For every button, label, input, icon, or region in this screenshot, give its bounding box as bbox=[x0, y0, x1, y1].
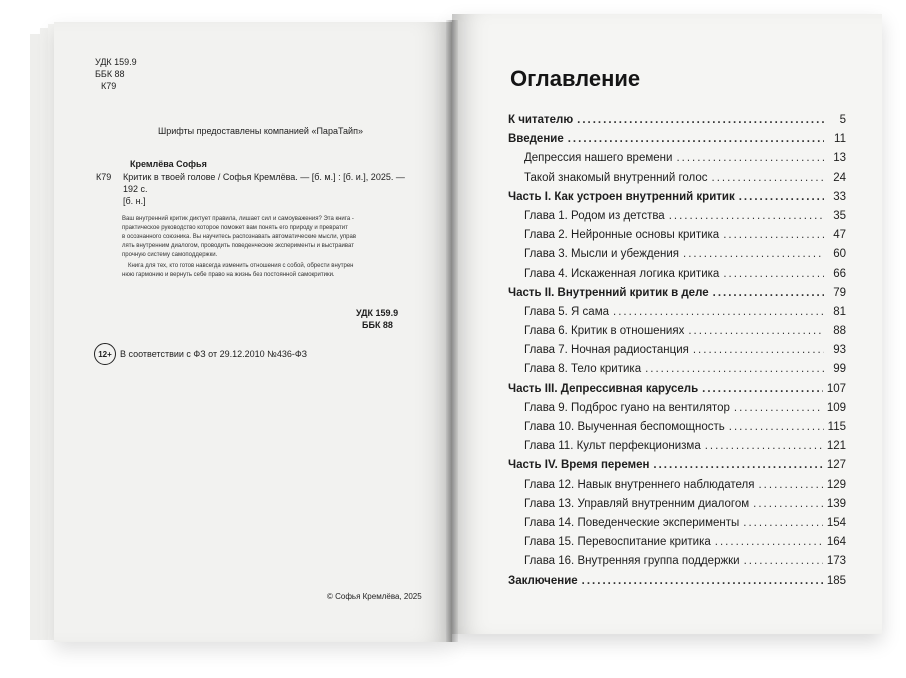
toc-entry-label: Глава 12. Навык внутреннего наблюдателя bbox=[524, 478, 755, 491]
age-law-note: В соответствии с ФЗ от 29.12.2010 №436-ФЗ bbox=[120, 349, 308, 359]
toc-entry bbox=[508, 284, 846, 303]
toc-entry bbox=[508, 188, 846, 207]
abstract-line: Ваш внутренний критик диктует правила, лишает сил и самоуважения? Эта книга - bbox=[122, 216, 354, 222]
toc-entry-page: 60 bbox=[833, 248, 846, 261]
bbk-label: ББК 88 bbox=[95, 69, 125, 79]
toc-entry-page: 66 bbox=[833, 267, 846, 280]
toc-leader bbox=[702, 380, 823, 399]
toc-entry-label: Глава 6. Критик в отношениях bbox=[524, 325, 685, 338]
toc-entry bbox=[508, 572, 846, 591]
toc-leader bbox=[723, 226, 824, 245]
toc-entry-label: Глава 8. Тело критика bbox=[524, 363, 642, 376]
toc-entry-page: 127 bbox=[826, 459, 846, 472]
toc-entry-page: 79 bbox=[833, 286, 846, 299]
toc-entry-page: 99 bbox=[833, 363, 846, 376]
toc-entry-page: 35 bbox=[833, 209, 846, 222]
toc-entry bbox=[508, 456, 846, 475]
toc-leader bbox=[712, 169, 824, 188]
toc-entry-page: 13 bbox=[833, 152, 846, 165]
toc-entry-page: 88 bbox=[833, 325, 846, 338]
toc-entry-page: 115 bbox=[827, 421, 846, 433]
toc-entry-page: 109 bbox=[826, 401, 846, 414]
toc-entry-label: К читателю bbox=[508, 114, 574, 126]
toc-entry bbox=[508, 149, 846, 168]
toc-leader bbox=[653, 456, 822, 475]
abstract-line: лять внутренним диалогом, проводить поведенческие эксперименты и выстраиват bbox=[122, 243, 354, 249]
toc-entry-label: Глава 11. Культ перфекционизма bbox=[524, 440, 701, 453]
toc-entry-page: 173 bbox=[826, 555, 846, 568]
udk-bottom: УДК 159.9 bbox=[356, 308, 399, 318]
catalog-line: [б. н.] bbox=[123, 196, 146, 206]
toc-entry-page: 11 bbox=[834, 133, 846, 146]
toc-entry bbox=[508, 399, 846, 418]
author-name: Кремлёва Софья bbox=[130, 159, 207, 169]
abstract-line: Книга для тех, кто готов навсегда изменить отношения с собой, обрести внутрен bbox=[128, 263, 354, 269]
toc-entry-page: 47 bbox=[833, 229, 846, 242]
catalog-line: Критик в твоей голове / Софья Кремлёва. — [б. м.] : [б. и.], 2025. — bbox=[123, 172, 405, 182]
toc-entry-label: Глава 7. Ночная радиостанция bbox=[524, 344, 689, 357]
toc-entry-label: Часть II. Внутренний критик в деле bbox=[508, 286, 709, 299]
toc-entry-label: Такой знакомый внутренний голос bbox=[524, 171, 708, 184]
toc-entry-label: Заключение bbox=[508, 574, 578, 587]
toc-entry bbox=[508, 418, 846, 437]
toc-entry-label: Глава 2. Нейронные основы критика bbox=[524, 229, 720, 242]
toc-entry-label: Часть IV. Время перемен bbox=[508, 459, 650, 472]
toc-leader bbox=[613, 303, 824, 322]
abstract-line: нюю гармонию и вернуть себе право на жизнь без постоянной самокритики. bbox=[122, 272, 335, 278]
toc-entry-page: 185 bbox=[826, 574, 846, 587]
toc-entry-page: 164 bbox=[826, 536, 846, 549]
toc-entry-page: 5 bbox=[839, 114, 846, 126]
toc-entry-page: 81 bbox=[833, 305, 846, 318]
toc-entry-label: Часть I. Как устроен внутренний критик bbox=[508, 190, 735, 203]
toc-entry bbox=[508, 533, 846, 552]
catalog-line: 192 с. bbox=[123, 184, 148, 194]
toc-entry-page: 129 bbox=[826, 478, 846, 491]
toc-entry bbox=[508, 552, 846, 571]
toc-entry bbox=[508, 380, 846, 399]
toc-leader bbox=[582, 572, 823, 591]
toc-entry-page: 139 bbox=[826, 497, 846, 510]
toc-entry bbox=[508, 360, 846, 379]
toc-leader bbox=[734, 399, 823, 418]
toc-entry bbox=[508, 514, 846, 533]
toc-entry-label: Глава 3. Мысли и убеждения bbox=[524, 248, 679, 261]
toc-entry-page: 24 bbox=[833, 171, 846, 184]
toc-entry-label: Глава 5. Я сама bbox=[524, 305, 609, 318]
toc-entry-label: Глава 4. Искаженная логика критика bbox=[524, 267, 720, 280]
toc-leader bbox=[744, 552, 823, 571]
toc-entry bbox=[508, 130, 846, 149]
toc-leader bbox=[705, 437, 823, 456]
toc-entry bbox=[508, 207, 846, 226]
toc-leader bbox=[693, 341, 824, 360]
toc-entry bbox=[508, 437, 846, 456]
author-mark-code: К79 bbox=[101, 81, 117, 91]
udk-label: УДК 159.9 bbox=[95, 57, 137, 67]
toc-entry-page: 107 bbox=[826, 382, 846, 395]
copyright: © Софья Кремлёва, 2025 bbox=[327, 592, 422, 601]
toc-leader bbox=[713, 284, 824, 303]
toc-leader bbox=[753, 495, 823, 514]
toc-leader bbox=[669, 207, 824, 226]
toc-entry-label: Глава 16. Внутренняя группа поддержки bbox=[524, 555, 740, 568]
toc-leader bbox=[683, 245, 824, 264]
toc-leader bbox=[723, 265, 824, 284]
toc-entry-page: 33 bbox=[833, 190, 846, 203]
toc-entry bbox=[508, 169, 846, 188]
toc-entry-label: Глава 10. Выученная беспомощность bbox=[524, 421, 725, 433]
toc-leader bbox=[715, 533, 823, 552]
toc-leader bbox=[758, 476, 822, 495]
age-rating-badge: 12+ bbox=[94, 343, 116, 365]
toc-entry-page: 154 bbox=[826, 516, 846, 529]
toc-entry-label: Глава 9. Подброс гуано на вентилятор bbox=[524, 401, 730, 414]
toc-title: Оглавление bbox=[510, 66, 641, 91]
catalog-code: К79 bbox=[96, 172, 112, 182]
toc-entry bbox=[508, 476, 846, 495]
left-page bbox=[54, 22, 452, 642]
toc-leader bbox=[729, 418, 824, 437]
toc-entry-page: 121 bbox=[826, 440, 846, 453]
toc-entry bbox=[508, 245, 846, 264]
book-gutter bbox=[446, 20, 458, 642]
toc-entry bbox=[508, 111, 846, 130]
toc-entry-label: Глава 1. Родом из детства bbox=[524, 209, 665, 222]
toc-leader bbox=[739, 188, 824, 207]
toc-entry-page: 93 bbox=[833, 344, 846, 357]
fonts-note: Шрифты предоставлены компанией «ПараТайп» bbox=[158, 126, 363, 136]
toc-entry bbox=[508, 265, 846, 284]
abstract-line: практическое руководство которое поможет вам понять его природу и превратит bbox=[122, 225, 348, 231]
toc-entry bbox=[508, 322, 846, 341]
toc-leader bbox=[743, 514, 823, 533]
toc-entry-label: Введение bbox=[508, 133, 564, 146]
toc-leader bbox=[645, 360, 824, 379]
toc-leader bbox=[676, 149, 824, 168]
toc-entry-label: Депрессия нашего времени bbox=[524, 152, 673, 165]
toc-entry-label: Глава 13. Управляй внутренним диалогом bbox=[524, 497, 750, 510]
toc-entry-label: Часть III. Депрессивная карусель bbox=[508, 382, 699, 395]
toc-entry-label: Глава 14. Поведенческие эксперименты bbox=[524, 516, 740, 529]
toc-entry bbox=[508, 226, 846, 245]
toc-list bbox=[508, 111, 846, 591]
toc-leader bbox=[688, 322, 824, 341]
toc-entry bbox=[508, 495, 846, 514]
toc-entry bbox=[508, 303, 846, 322]
toc-entry bbox=[508, 341, 846, 360]
toc-leader bbox=[568, 130, 824, 149]
abstract-line: в осознанного союзника. Вы научитесь распознавать автоматические мысли, управ bbox=[122, 234, 357, 240]
bbk-bottom: ББК 88 bbox=[362, 320, 393, 330]
toc-leader bbox=[577, 111, 824, 130]
abstract-line: прочную систему самоподдержки. bbox=[122, 252, 218, 258]
toc-entry-label: Глава 15. Перевоспитание критика bbox=[524, 536, 711, 549]
